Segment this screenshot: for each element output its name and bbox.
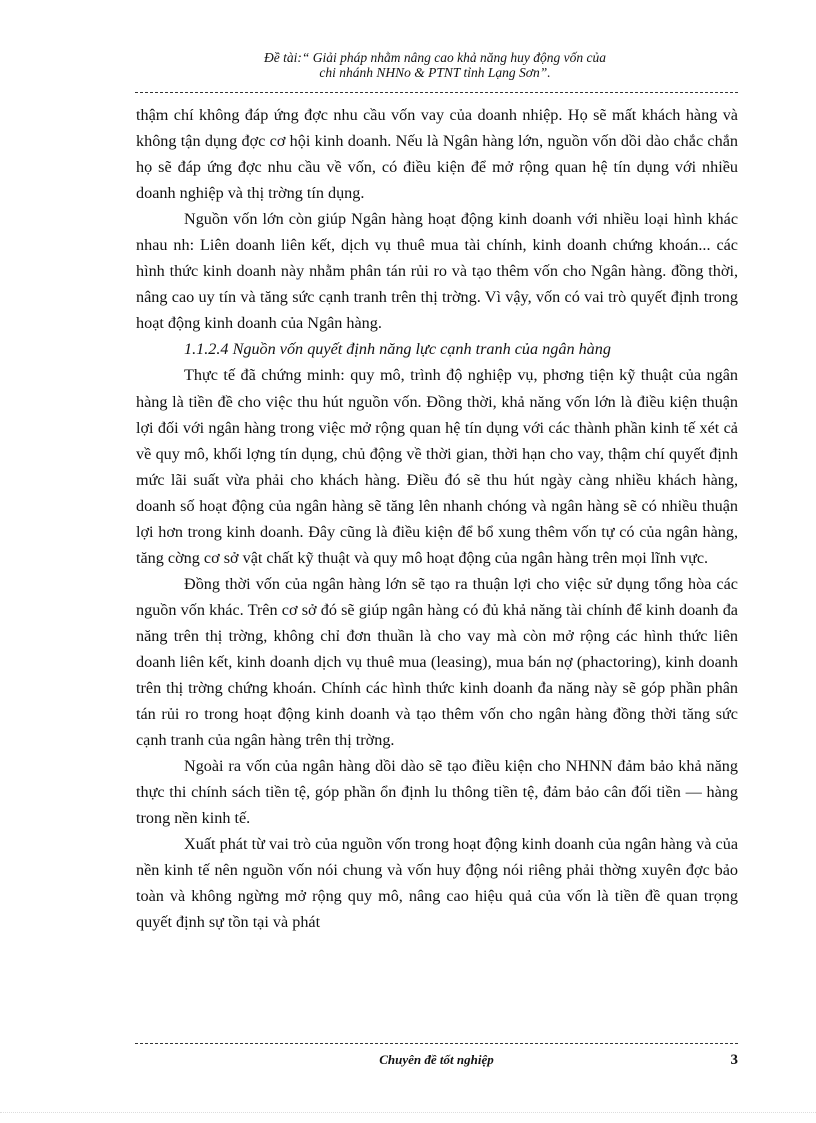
document-body bbox=[136, 102, 738, 936]
page-bottom-border bbox=[0, 1112, 816, 1113]
footer-divider bbox=[135, 1043, 738, 1044]
page-footer bbox=[135, 1048, 738, 1072]
paragraph: Ngoài ra vốn của ngân hàng dồi dào sẽ tạo điều kiện cho NHNN đảm bảo khả năng thực thi chính sách tiền tệ, góp phần ổn định lu thông tiền tệ, đảm bảo cân đối tiền — hàng trong nền kinh tế. bbox=[136, 757, 738, 828]
header-divider bbox=[135, 92, 738, 93]
paragraph: Nguồn vốn lớn còn giúp Ngân hàng hoạt động kinh doanh với nhiều loại hình khác nhau nh: Liên doanh liên kết, dịch vụ thuê mua tài chính, kinh doanh chứng khoán... các hình thức kinh doanh này nhằm phân tán rủi ro và tạo thêm vốn cho Ngân hàng. đồng thời, nâng cao uy tín và tăng sức cạnh tranh trên thị trờng. Vì vậy, vốn có vai trò quyết định trong hoạt động kinh doanh của Ngân hàng. bbox=[136, 210, 738, 333]
paragraph: Đồng thời vốn của ngân hàng lớn sẽ tạo ra thuận lợi cho việc sử dụng tổng hòa các nguồn vốn khác. Trên cơ sở đó sẽ giúp ngân hàng có đủ khả năng tài chính để kinh doanh đa năng trên thị trờng, không chỉ đơn thuần là cho vay mà còn mở rộng các hình thức liên doanh liên kết, kinh doanh dịch vụ thuê mua (leasing), mua bán nợ (phactoring), kinh doanh trên thị trờng chứng khoán. Chính các hình thức kinh doanh đa năng này sẽ góp phần phân tán rủi ro trong hoạt động kinh doanh và tạo thêm vốn cho ngân hàng đồng thời tăng sức cạnh tranh của ngân hàng trên thị trờng. bbox=[136, 574, 738, 750]
page-header bbox=[130, 50, 740, 80]
header-topic-line-2: chi nhánh NHNo & PTNT tỉnh Lạng Sơn”. bbox=[319, 65, 551, 80]
footer-title: Chuyên đề tốt nghiệp bbox=[379, 1052, 494, 1067]
section-heading: 1.1.2.4 Nguồn vốn quyết định năng lực cạnh tranh của ngân hàng bbox=[184, 340, 611, 359]
header-topic-line-1: Đề tài:“ Giải pháp nhằm nâng cao khả năng huy động vốn của bbox=[264, 50, 606, 65]
page-number: 3 bbox=[730, 1052, 738, 1068]
paragraph: Thực tế đã chứng minh: quy mô, trình độ nghiệp vụ, phơng tiện kỹ thuật của ngân hàng là tiền đề cho việc thu hút nguồn vốn. Đồng thời, khả năng vốn lớn là điều kiện thuận lợi đối với ngân hàng trong việc mở rộng quan hệ tín dụng với các thành phần kinh tế xét cả về quy mô, khối lợng tín dụng, chủ động về thời gian, thời hạn cho vay, thậm chí quyết định mức lãi suất vừa phải cho khách hàng. Điều đó sẽ thu hút ngày càng nhiều khách hàng, doanh số hoạt động của ngân hàng sẽ tăng lên nhanh chóng và ngân hàng sẽ có nhiều thuận lợi hơn trong kinh doanh. Đây cũng là điều kiện để bổ xung thêm vốn tự có của ngân hàng, tăng cờng cơ sở vật chất kỹ thuật và quy mô hoạt động của ngân hàng trên mọi lĩnh vực. bbox=[136, 366, 738, 567]
paragraph-continued: thậm chí không đáp ứng đợc nhu cầu vốn vay của doanh nhiệp. Họ sẽ mất khách hàng và không tận dụng đợc cơ hội kinh doanh. Nếu là Ngân hàng lớn, nguồn vốn dồi dào chắc chắn họ sẽ đáp ứng đợc nhu cầu về vốn, có điều kiện để mở rộng quan hệ tín dụng với nhiều doanh nghiệp và thị trờng tín dụng. bbox=[136, 106, 738, 203]
paragraph: Xuất phát từ vai trò của nguồn vốn trong hoạt động kinh doanh của ngân hàng và của nền kinh tế nên nguồn vốn nói chung và vốn huy động nói riêng phải thờng xuyên đợc bảo toàn và không ngừng mở rộng quy mô, nâng cao hiệu quả của vốn là tiền đề quan trọng quyết định sự tồn tại và phát bbox=[136, 835, 738, 932]
